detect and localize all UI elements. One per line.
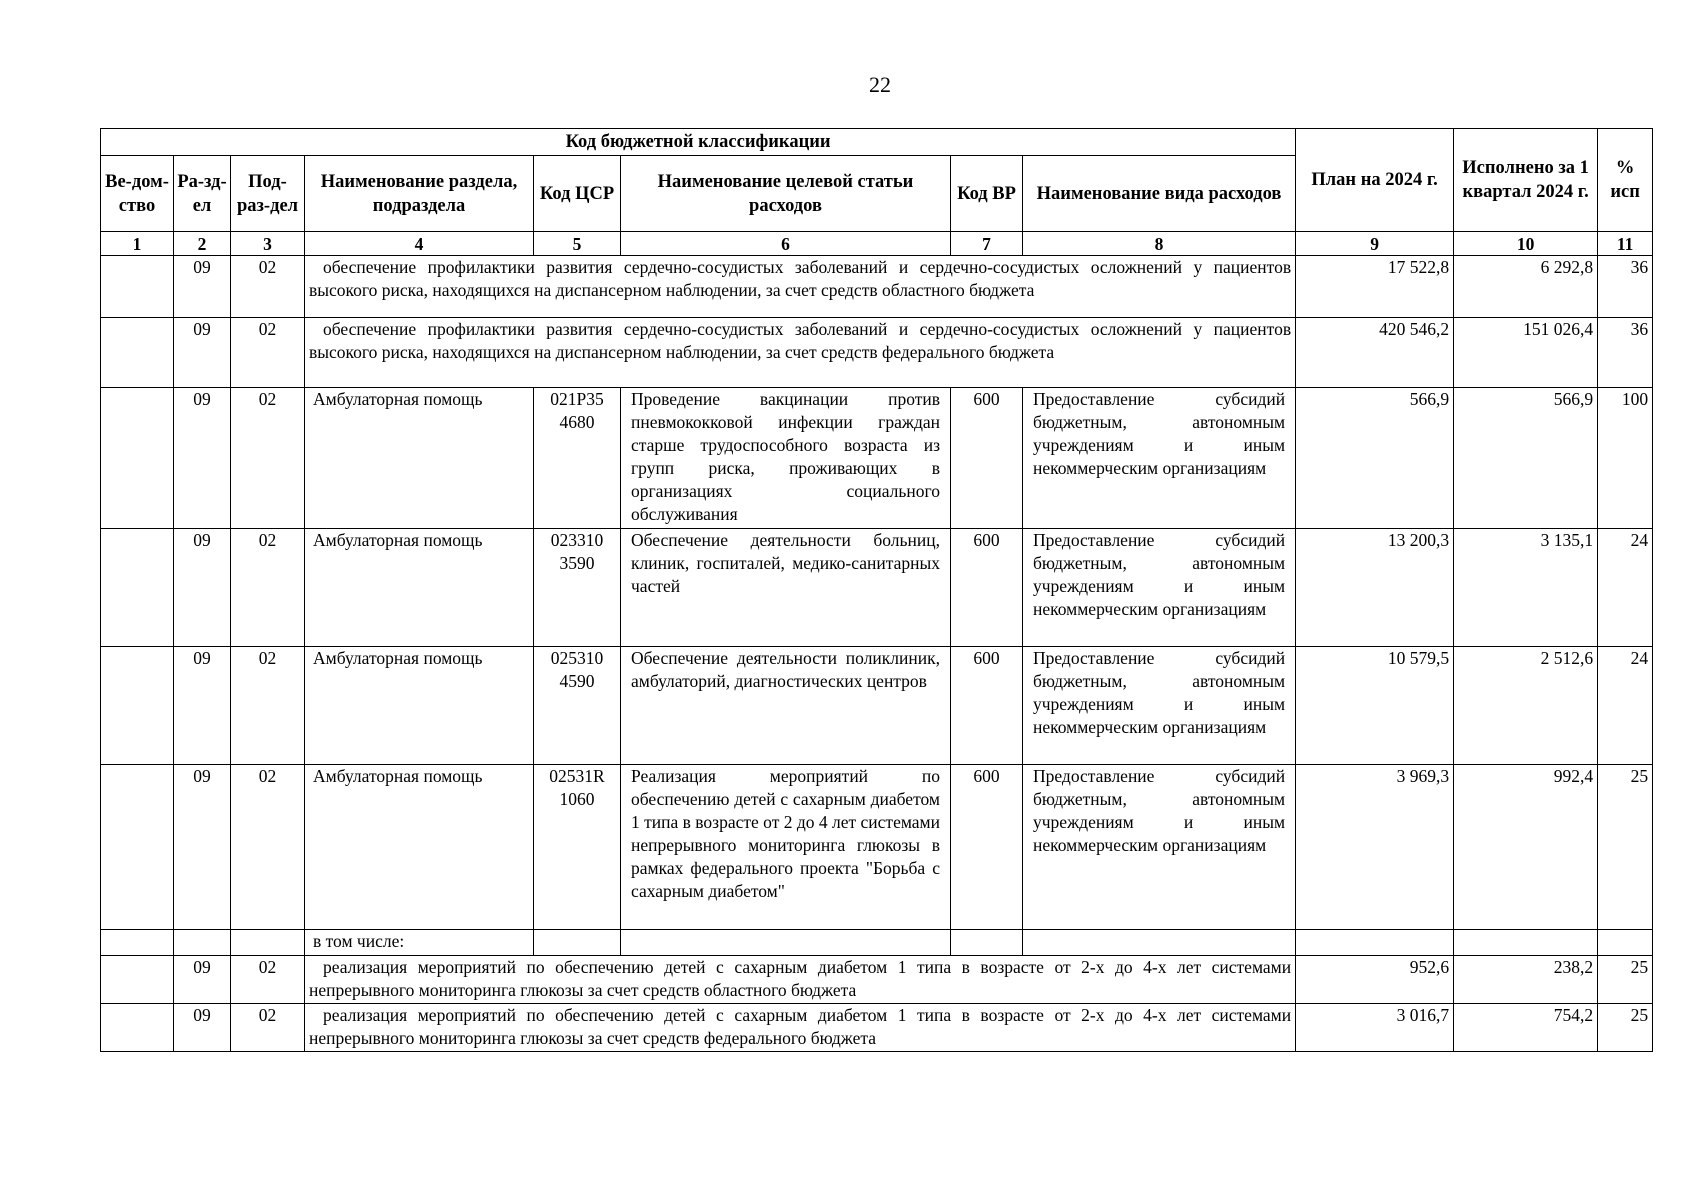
cell-executed: 151 026,4 xyxy=(1454,318,1598,388)
cell-department xyxy=(101,529,174,647)
cell-plan: 10 579,5 xyxy=(1296,647,1454,765)
cell-executed: 992,4 xyxy=(1454,765,1598,930)
cell-expense-type: Предоставление субсидий бюджетным, автономным учреждениям и иным некоммерческим организациям xyxy=(1023,388,1296,529)
cell-empty xyxy=(231,930,305,956)
cell-expense-type: Предоставление субсидий бюджетным, автономным учреждениям и иным некоммерческим организациям xyxy=(1023,529,1296,647)
table-row xyxy=(101,256,1653,318)
table-row xyxy=(101,529,1653,647)
cell-empty xyxy=(1296,930,1454,956)
cell-executed: 6 292,8 xyxy=(1454,256,1598,318)
column-number: 7 xyxy=(951,232,1023,256)
cell-executed: 2 512,6 xyxy=(1454,647,1598,765)
cell-subsection: 02 xyxy=(231,956,305,1004)
header-expense-type: Наименование вида расходов xyxy=(1023,156,1296,232)
cell-empty xyxy=(951,930,1023,956)
cell-section-name: Амбулаторная помощь xyxy=(305,647,534,765)
cell-subsection: 02 xyxy=(231,1004,305,1052)
header-percent: % исп xyxy=(1598,129,1653,232)
header-budget-classification: Код бюджетной классификации xyxy=(101,129,1296,156)
header-group-row xyxy=(101,129,1653,156)
cell-plan: 3 016,7 xyxy=(1296,1004,1454,1052)
table-row xyxy=(101,388,1653,529)
cell-department xyxy=(101,647,174,765)
cell-percent: 25 xyxy=(1598,765,1653,930)
page-number: 22 xyxy=(869,72,891,97)
column-numbers-row xyxy=(101,232,1653,256)
cell-subsection: 02 xyxy=(231,256,305,318)
header-section-name: Наименование раздела, подраздела xyxy=(305,156,534,232)
cell-percent: 24 xyxy=(1598,529,1653,647)
cell-empty xyxy=(174,930,231,956)
column-number: 3 xyxy=(231,232,305,256)
cell-vr: 600 xyxy=(951,647,1023,765)
cell-executed: 754,2 xyxy=(1454,1004,1598,1052)
cell-department xyxy=(101,256,174,318)
cell-description: реализация мероприятий по обеспечению детей с сахарным диабетом 1 типа в возрасте от 2-х до 4-х лет системами непрерывного мониторинга глюкозы за счет средств федерального бюджета xyxy=(305,1004,1296,1052)
cell-csr: 023310 3590 xyxy=(534,529,621,647)
cell-section: 09 xyxy=(174,647,231,765)
header-department: Ве-дом-ство xyxy=(101,156,174,232)
cell-subsection: 02 xyxy=(231,647,305,765)
cell-plan: 13 200,3 xyxy=(1296,529,1454,647)
cell-department xyxy=(101,1004,174,1052)
cell-section: 09 xyxy=(174,956,231,1004)
cell-description: обеспечение профилактики развития сердечно-сосудистых заболеваний и сердечно-сосудистых осложнений у пациентов высокого риска, находящихся на диспансерном наблюдении, за счет средств областного бюджета xyxy=(305,256,1296,318)
cell-percent: 25 xyxy=(1598,956,1653,1004)
cell-section-name: Амбулаторная помощь xyxy=(305,388,534,529)
cell-target-name: Реализация мероприятий по обеспечению детей с сахарным диабетом 1 типа в возрасте от 2 до 4 лет системами непрерывного мониторинга глюкозы в рамках федерального проекта "Борьба с сахарным диабетом" xyxy=(621,765,951,930)
table-row xyxy=(101,765,1653,930)
cell-empty xyxy=(1598,930,1653,956)
column-number: 5 xyxy=(534,232,621,256)
cell-vr: 600 xyxy=(951,388,1023,529)
cell-expense-type: Предоставление субсидий бюджетным, автономным учреждениям и иным некоммерческим организациям xyxy=(1023,765,1296,930)
header-plan: План на 2024 г. xyxy=(1296,129,1454,232)
column-number: 1 xyxy=(101,232,174,256)
cell-empty xyxy=(101,930,174,956)
header-vr: Код ВР xyxy=(951,156,1023,232)
table-row xyxy=(101,647,1653,765)
column-number: 2 xyxy=(174,232,231,256)
cell-vr: 600 xyxy=(951,529,1023,647)
column-number: 11 xyxy=(1598,232,1653,256)
cell-section: 09 xyxy=(174,765,231,930)
table-row xyxy=(101,318,1653,388)
header-section: Ра-зд-ел xyxy=(174,156,231,232)
column-number: 9 xyxy=(1296,232,1454,256)
cell-percent: 100 xyxy=(1598,388,1653,529)
cell-subsection: 02 xyxy=(231,529,305,647)
cell-plan: 420 546,2 xyxy=(1296,318,1454,388)
cell-percent: 25 xyxy=(1598,1004,1653,1052)
cell-csr: 02531R 1060 xyxy=(534,765,621,930)
cell-empty xyxy=(1454,930,1598,956)
header-csr: Код ЦСР xyxy=(534,156,621,232)
cell-plan: 566,9 xyxy=(1296,388,1454,529)
cell-executed: 566,9 xyxy=(1454,388,1598,529)
cell-section: 09 xyxy=(174,388,231,529)
cell-department xyxy=(101,765,174,930)
cell-department xyxy=(101,956,174,1004)
cell-department xyxy=(101,388,174,529)
table-row xyxy=(101,1004,1653,1052)
cell-empty xyxy=(621,930,951,956)
cell-csr: 025310 4590 xyxy=(534,647,621,765)
cell-percent: 36 xyxy=(1598,256,1653,318)
cell-target-name: Обеспечение деятельности больниц, клиник, госпиталей, медико-санитарных частей xyxy=(621,529,951,647)
cell-including-label: в том числе: xyxy=(305,930,534,956)
cell-executed: 3 135,1 xyxy=(1454,529,1598,647)
header-target-name: Наименование целевой статьи расходов xyxy=(621,156,951,232)
table-row-including xyxy=(101,930,1653,956)
cell-csr: 021Р35 4680 xyxy=(534,388,621,529)
cell-empty xyxy=(1023,930,1296,956)
cell-vr: 600 xyxy=(951,765,1023,930)
cell-section: 09 xyxy=(174,318,231,388)
cell-subsection: 02 xyxy=(231,388,305,529)
cell-percent: 24 xyxy=(1598,647,1653,765)
cell-department xyxy=(101,318,174,388)
cell-empty xyxy=(534,930,621,956)
cell-section: 09 xyxy=(174,256,231,318)
cell-plan: 952,6 xyxy=(1296,956,1454,1004)
cell-description: реализация мероприятий по обеспечению детей с сахарным диабетом 1 типа в возрасте от 2-х до 4-х лет системами непрерывного мониторинга глюкозы за счет средств областного бюджета xyxy=(305,956,1296,1004)
cell-section-name: Амбулаторная помощь xyxy=(305,765,534,930)
column-number: 4 xyxy=(305,232,534,256)
budget-table xyxy=(100,128,1653,1052)
cell-subsection: 02 xyxy=(231,765,305,930)
cell-section-name: Амбулаторная помощь xyxy=(305,529,534,647)
cell-target-name: Обеспечение деятельности поликлиник, амбулаторий, диагностических центров xyxy=(621,647,951,765)
cell-plan: 17 522,8 xyxy=(1296,256,1454,318)
cell-executed: 238,2 xyxy=(1454,956,1598,1004)
cell-description: обеспечение профилактики развития сердечно-сосудистых заболеваний и сердечно-сосудистых осложнений у пациентов высокого риска, находящихся на диспансерном наблюдении, за счет средств федерального бюджета xyxy=(305,318,1296,388)
column-number: 10 xyxy=(1454,232,1598,256)
cell-plan: 3 969,3 xyxy=(1296,765,1454,930)
cell-section: 09 xyxy=(174,529,231,647)
cell-expense-type: Предоставление субсидий бюджетным, автономным учреждениям и иным некоммерческим организациям xyxy=(1023,647,1296,765)
header-subsection: Под-раз-дел xyxy=(231,156,305,232)
cell-subsection: 02 xyxy=(231,318,305,388)
cell-section: 09 xyxy=(174,1004,231,1052)
header-executed: Исполнено за 1 квартал 2024 г. xyxy=(1454,129,1598,232)
column-number: 6 xyxy=(621,232,951,256)
cell-percent: 36 xyxy=(1598,318,1653,388)
table-row xyxy=(101,956,1653,1004)
column-number: 8 xyxy=(1023,232,1296,256)
cell-target-name: Проведение вакцинации против пневмококковой инфекции граждан старше трудоспособного возраста из групп риска, проживающих в организациях социального обслуживания xyxy=(621,388,951,529)
